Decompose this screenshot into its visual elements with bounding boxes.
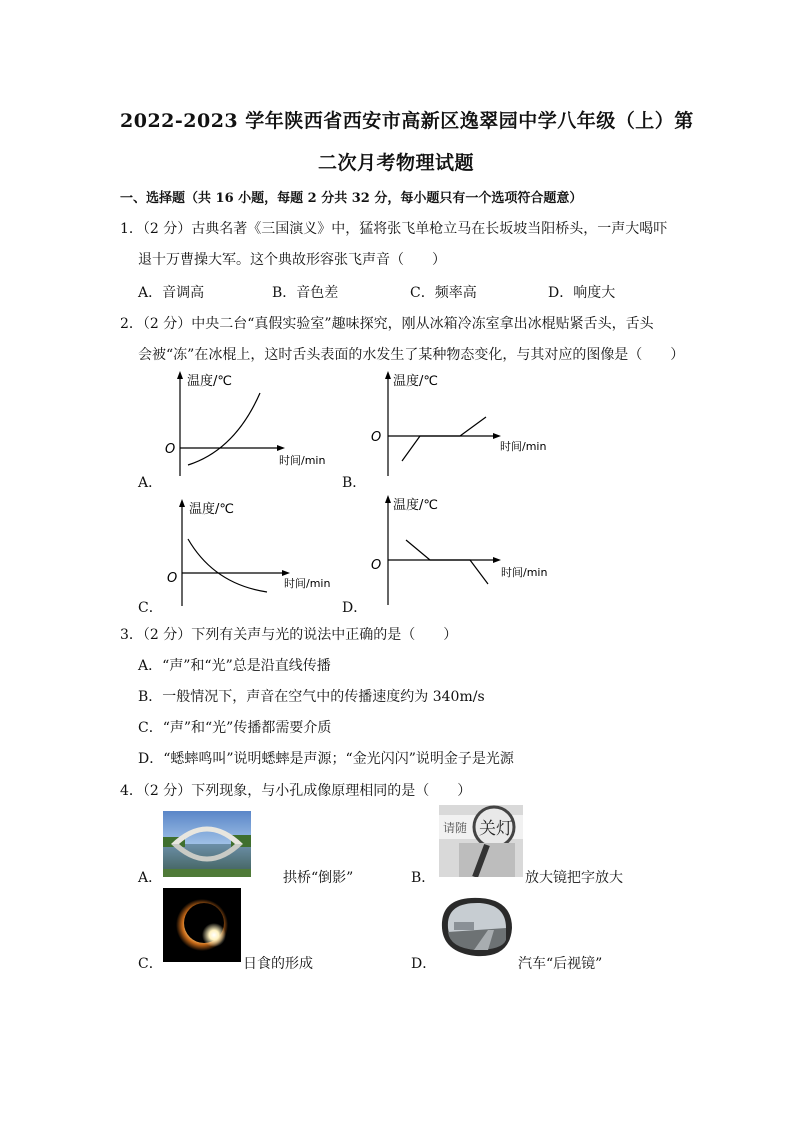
q4-option-b-caption: 放大镜把字放大 bbox=[525, 870, 623, 886]
graph-b-origin: O bbox=[371, 430, 382, 445]
q3-option-d: D．“蟋蟀鸣叫”说明蟋蟀是声源；“金光闪闪”说明金子是光源 bbox=[138, 751, 514, 767]
q2-graph-c bbox=[162, 496, 352, 608]
solar-eclipse-photo bbox=[163, 888, 241, 962]
q2-option-c: C． bbox=[138, 600, 163, 616]
q4-option-c-letter: C． bbox=[138, 956, 163, 972]
graph-d-origin: O bbox=[371, 558, 382, 573]
q4-option-d-letter: D． bbox=[411, 956, 437, 972]
graph-b-ylabel: 温度/℃ bbox=[393, 374, 438, 389]
q2-stem-line1: 2．（2 分）中央二台“真假实验室”趣味探究，刚从冰箱冷冻室拿出冰棍贴紧舌头，舌头 bbox=[120, 316, 654, 332]
q3-option-b: B．一般情况下，声音在空气中的传播速度约为 340m/s bbox=[138, 689, 485, 705]
q1-option-a: A．音调高 bbox=[138, 285, 205, 301]
magnifier-photo bbox=[439, 805, 523, 877]
q2-graph-a bbox=[160, 368, 350, 478]
q3-option-a: A．“声”和“光”总是沿直线传播 bbox=[138, 658, 331, 674]
q2-graph-d bbox=[368, 492, 568, 607]
rear-view-mirror-photo bbox=[436, 892, 516, 962]
q2-stem-line2: 会被“冻”在冰棍上，这时舌头表面的水发生了某种物态变化，与其对应的图像是（ ） bbox=[138, 347, 685, 363]
q3-stem: 3．（2 分）下列有关声与光的说法中正确的是（ ） bbox=[120, 627, 458, 643]
q1-option-b: B．音色差 bbox=[272, 285, 339, 301]
q4-option-d-caption: 汽车“后视镜” bbox=[518, 956, 603, 972]
section-header: 一、选择题（共 16 小题，每题 2 分共 32 分，每小题只有一个选项符合题意） bbox=[120, 191, 583, 206]
q4-option-b-letter: B． bbox=[411, 870, 436, 886]
q4-stem: 4．（2 分）下列现象，与小孔成像原理相同的是（ ） bbox=[120, 783, 472, 799]
graph-a-ylabel: 温度/℃ bbox=[187, 374, 232, 389]
magnifier-photo-text-small: 请随 bbox=[443, 821, 468, 835]
q4-option-c-caption: 日食的形成 bbox=[243, 956, 313, 972]
graph-c-ylabel: 温度/℃ bbox=[189, 502, 234, 517]
q4-option-a-caption: 拱桥“倒影” bbox=[283, 870, 354, 886]
q1-stem-line2: 退十万曹操大军。这个典故形容张飞声音（ ） bbox=[138, 252, 446, 268]
graph-d-xlabel: 时间/min bbox=[501, 566, 548, 579]
magnifier-photo-text-large: 关灯 bbox=[479, 819, 513, 839]
q2-graph-b bbox=[368, 368, 568, 478]
graph-c-xlabel: 时间/min bbox=[284, 577, 331, 590]
q1-option-c: C．频率高 bbox=[410, 285, 477, 301]
graph-c-origin: O bbox=[167, 571, 178, 586]
page-title-line2: 二次月考物理试题 bbox=[318, 152, 475, 174]
q2-option-d: D． bbox=[342, 600, 368, 616]
graph-a-origin: O bbox=[165, 442, 176, 457]
arch-bridge-reflection-photo bbox=[163, 811, 251, 877]
graph-d-ylabel: 温度/℃ bbox=[393, 498, 438, 513]
q2-option-b: B． bbox=[342, 475, 367, 491]
graph-b-xlabel: 时间/min bbox=[500, 440, 547, 453]
q1-option-d: D．响度大 bbox=[548, 285, 616, 301]
graph-a-xlabel: 时间/min bbox=[279, 454, 326, 467]
q3-option-c: C．“声”和“光”传播都需要介质 bbox=[138, 720, 332, 736]
q4-option-a-letter: A． bbox=[138, 870, 163, 886]
page-title-line1: 2022-2023 学年陕西省西安市高新区逸翠园中学八年级（上）第 bbox=[120, 110, 694, 132]
q1-stem-line1: 1．（2 分）古典名著《三国演义》中，猛将张飞单枪立马在长坂坡当阳桥头，一声大喝吓 bbox=[120, 221, 668, 237]
q2-option-a: A． bbox=[138, 475, 163, 491]
